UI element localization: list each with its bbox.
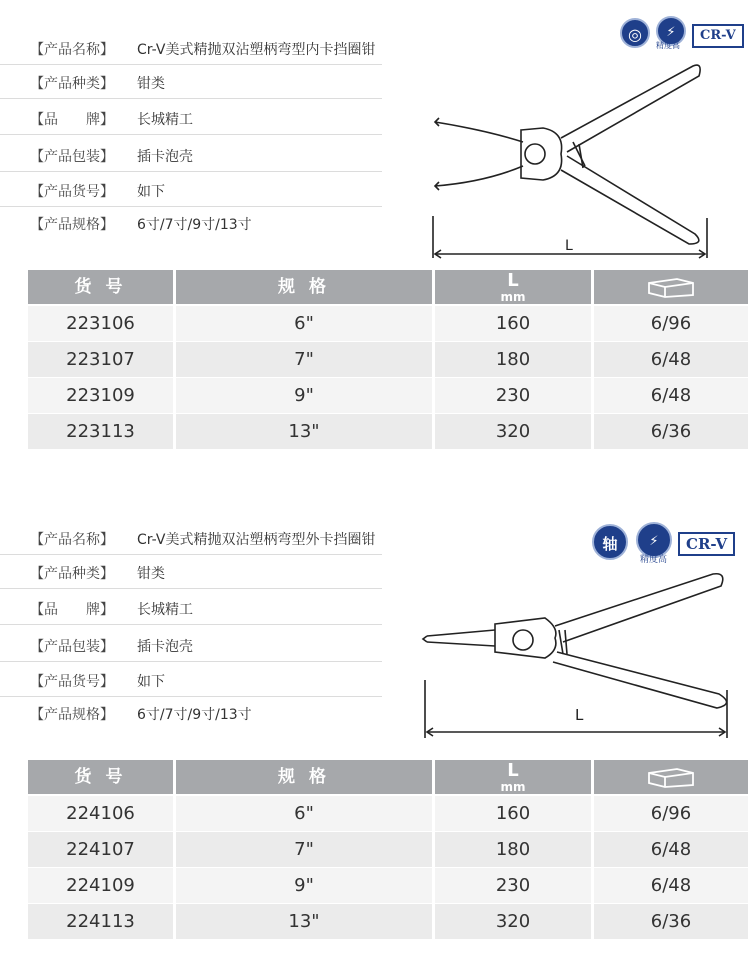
cell-pack: 6/36 (594, 414, 748, 449)
cell-spec: 6" (176, 306, 432, 341)
dimension-l-label: L (565, 238, 573, 254)
header-length-unit: mm (500, 780, 526, 794)
header-length (435, 270, 591, 304)
info-row-product-name (0, 520, 382, 555)
label-item-no: 【产品货号】 (30, 674, 114, 690)
info-row-package (0, 627, 382, 662)
cell-pack: 6/96 (594, 306, 748, 341)
info-row-spec (0, 695, 382, 729)
value-item-no: 如下 (137, 674, 165, 690)
cell-length: 230 (435, 868, 591, 903)
box-icon (643, 765, 699, 789)
table-row (28, 306, 748, 341)
precision-icon: ⚡ (656, 16, 686, 46)
cell-pack: 6/48 (594, 832, 748, 867)
product-section-external (0, 490, 750, 971)
table-row (28, 414, 748, 449)
crv-badge: CR-V (692, 24, 744, 48)
cell-spec: 7" (176, 832, 432, 867)
header-length-letter: L (507, 270, 519, 291)
cell-length: 180 (435, 832, 591, 867)
label-product-name: 【产品名称】 (30, 42, 114, 58)
header-spec: 规 格 (176, 760, 432, 794)
value-item-no: 如下 (137, 184, 165, 200)
label-spec: 【产品规格】 (30, 707, 114, 723)
cell-item-no: 223107 (28, 342, 173, 377)
label-package: 【产品包装】 (30, 639, 114, 655)
cell-item-no: 223109 (28, 378, 173, 413)
table-row (28, 378, 748, 413)
cell-spec: 6" (176, 796, 432, 831)
label-product-name: 【产品名称】 (30, 532, 114, 548)
box-icon (643, 275, 699, 299)
info-row-spec (0, 205, 382, 239)
cell-pack: 6/96 (594, 796, 748, 831)
info-row-brand (0, 100, 382, 135)
cell-item-no: 224106 (28, 796, 173, 831)
table-row (28, 832, 748, 867)
info-row-product-name (0, 30, 382, 65)
precision-label: 精度高 (640, 555, 668, 565)
value-spec: 6寸/7寸/9寸/13寸 (137, 707, 252, 723)
cell-pack: 6/48 (594, 378, 748, 413)
cell-length: 180 (435, 342, 591, 377)
info-row-item-no (0, 172, 382, 207)
cell-spec: 9" (176, 378, 432, 413)
cell-length: 230 (435, 378, 591, 413)
header-pack (594, 270, 748, 304)
info-row-category (0, 554, 382, 589)
precision-icon: ⚡ (636, 522, 672, 558)
spec-table-header (28, 760, 748, 794)
cell-spec: 7" (176, 342, 432, 377)
header-item-no: 货 号 (28, 270, 173, 304)
label-brand: 【品 牌】 (30, 602, 114, 618)
cell-pack: 6/36 (594, 904, 748, 939)
shaft-icon: 轴 (592, 524, 628, 560)
value-category: 钳类 (137, 566, 165, 582)
cell-spec: 13" (176, 414, 432, 449)
external-circlip-pliers-icon (415, 570, 745, 750)
value-brand: 长城精工 (137, 602, 193, 618)
table-row (28, 796, 748, 831)
cell-spec: 9" (176, 868, 432, 903)
info-row-package (0, 137, 382, 172)
cell-length: 160 (435, 306, 591, 341)
spec-table-header (28, 270, 748, 304)
header-length-letter: L (507, 760, 519, 781)
header-length (435, 760, 591, 794)
cell-length: 160 (435, 796, 591, 831)
info-row-category (0, 64, 382, 99)
info-row-brand (0, 590, 382, 625)
label-category: 【产品种类】 (30, 566, 114, 582)
table-row (28, 868, 748, 903)
label-brand: 【品 牌】 (30, 112, 114, 128)
info-row-item-no (0, 662, 382, 697)
cell-length: 320 (435, 414, 591, 449)
cell-length: 320 (435, 904, 591, 939)
cell-pack: 6/48 (594, 868, 748, 903)
cell-pack: 6/48 (594, 342, 748, 377)
header-spec: 规 格 (176, 270, 432, 304)
header-item-no: 货 号 (28, 760, 173, 794)
cell-item-no: 223106 (28, 306, 173, 341)
header-length-unit: mm (500, 290, 526, 304)
label-spec: 【产品规格】 (30, 217, 114, 233)
circlip-icon: ◎ (620, 18, 650, 48)
label-item-no: 【产品货号】 (30, 184, 114, 200)
product-section-internal (0, 0, 750, 460)
cell-item-no: 224107 (28, 832, 173, 867)
value-brand: 长城精工 (137, 112, 193, 128)
cell-spec: 13" (176, 904, 432, 939)
table-row (28, 904, 748, 939)
cell-item-no: 224113 (28, 904, 173, 939)
value-package: 插卡泡壳 (137, 639, 193, 655)
value-product-name: Cr-V美式精抛双沾塑柄弯型内卡挡圈钳 (137, 42, 376, 58)
value-spec: 6寸/7寸/9寸/13寸 (137, 217, 252, 233)
value-package: 插卡泡壳 (137, 149, 193, 165)
table-row (28, 342, 748, 377)
value-product-name: Cr-V美式精抛双沾塑柄弯型外卡挡圈钳 (137, 532, 376, 548)
value-category: 钳类 (137, 76, 165, 92)
label-package: 【产品包装】 (30, 149, 114, 165)
cell-item-no: 223113 (28, 414, 173, 449)
cell-item-no: 224109 (28, 868, 173, 903)
crv-badge: CR-V (678, 532, 735, 556)
label-category: 【产品种类】 (30, 76, 114, 92)
precision-label: 精度高 (656, 41, 680, 50)
internal-circlip-pliers-icon (425, 58, 725, 268)
header-pack (594, 760, 748, 794)
dimension-l-label: L (575, 706, 584, 724)
